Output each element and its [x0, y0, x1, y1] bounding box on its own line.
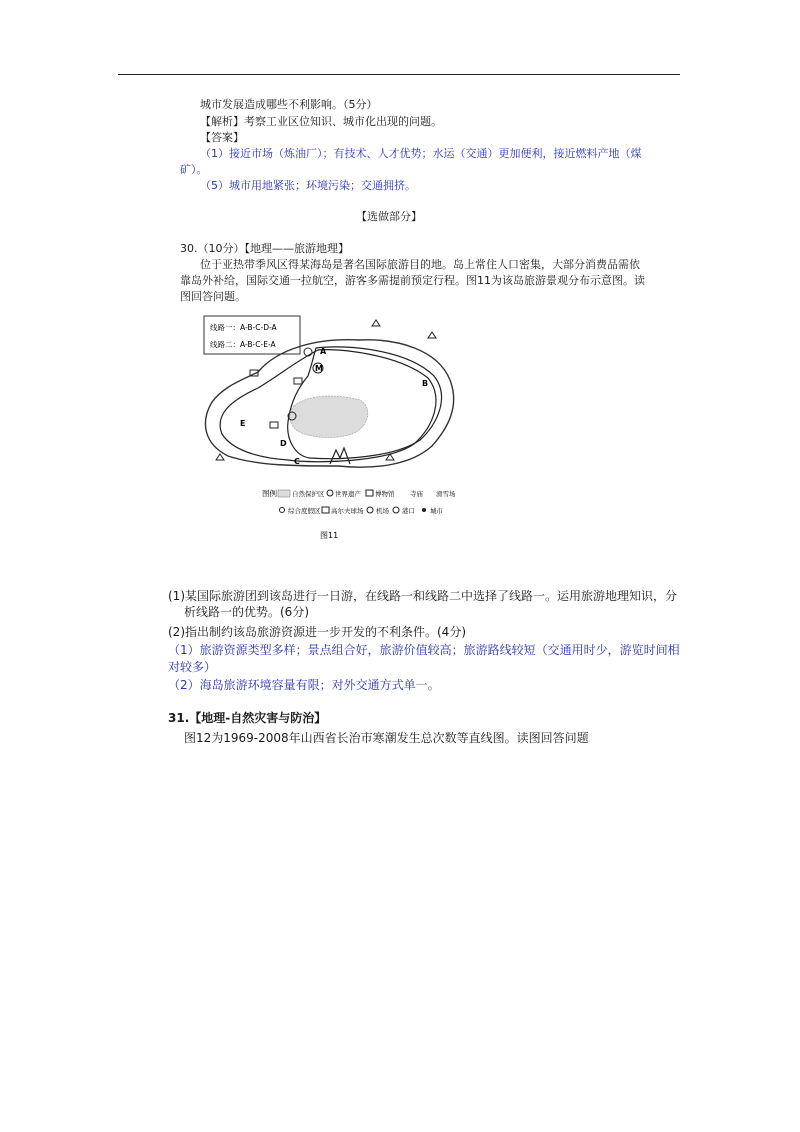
question-30-text: 图回答问题。 [180, 290, 246, 303]
route-2-label: 线路二：A-B-C-E-A [210, 340, 276, 349]
point-e-label: E [240, 419, 246, 428]
ski-resort-icon [216, 454, 224, 460]
answer-line-1: （1）接近市场（炼油厂）；有技术、人才优势；水运（交通）更加便利，接近燃料产地（煤 [200, 147, 642, 160]
point-a-label: A [320, 347, 327, 356]
legend-title: 图例 [262, 489, 277, 498]
legend-swatch-resort [280, 508, 285, 513]
legend-swatch-city [422, 508, 426, 512]
legend-swatch-golf [322, 507, 329, 513]
golf-course-icon [270, 422, 278, 428]
legend-item: 世界遗产 [335, 490, 361, 498]
legend-swatch-reserve [278, 490, 290, 497]
legend-swatch-airport [367, 507, 373, 513]
question-30-text: 位于亚热带季风区得某海岛是著名国际旅游目的地。岛上常住人口密集，大部分消费品需依 [200, 258, 640, 271]
legend-item: 综合度假区 [288, 507, 321, 515]
legend-item: 寺庙 [410, 490, 423, 498]
section-heading: 【选做部分】 [356, 210, 422, 223]
museum-icon [294, 378, 302, 384]
legend-item: 滑雪场 [436, 490, 456, 498]
header-rule [118, 74, 680, 75]
legend-item: 自然保护区 [292, 490, 325, 498]
legend-swatch-museum [366, 490, 373, 496]
legend-item: 高尔夫球场 [331, 507, 364, 515]
point-c-label: C [294, 457, 300, 466]
answer-heading: 【答案】 [200, 131, 244, 144]
question-30-2: (2)指出制约该岛旅游资源进一步开发的不利条件。(4分) [168, 625, 466, 639]
legend-swatch-port [393, 507, 399, 513]
point-b-label: B [422, 379, 429, 388]
point-d-label: D [280, 439, 287, 448]
legend-item: 博物馆 [375, 490, 395, 498]
nature-reserve-area [290, 396, 368, 437]
route-1-label: 线路一：A-B-C-D-A [210, 323, 277, 332]
ski-resort-icon [428, 332, 436, 338]
text-line: 城市发展造成哪些不利影响。（5分） [200, 98, 378, 111]
legend-item: 机场 [376, 507, 389, 515]
legend-item: 港口 [402, 507, 415, 515]
legend-swatch-heritage [327, 490, 333, 496]
question-31-text: 图12为1969-2008年山西省长治市寒潮发生总次数等直线图。读图回答问题 [184, 731, 589, 745]
answer-30-1: （1）旅游资源类型多样；景点组合好，旅游价值较高；旅游路线较短（交通用时少，游览时间相 [168, 643, 680, 657]
answer-30-2: （2）海岛旅游环境容量有限；对外交通方式单一。 [168, 678, 440, 692]
question-30-title: 30.（10分）【地理——旅游地理】 [180, 242, 349, 255]
airport-icon [304, 348, 312, 356]
question-30-1: (1)某国际旅游团到该岛进行一日游，在线路一和线路二中选择了线路一。运用旅游地理知识，分 [168, 589, 678, 603]
answer-line-2: （5）城市用地紧张；环境污染；交通拥挤。 [200, 179, 416, 192]
question-30-text: 靠岛外补给，国际交通一拉航空，游客多需提前预定行程。图11为该岛旅游景观分布示意图。读 [180, 274, 645, 287]
ski-resort-icon [372, 320, 380, 326]
answer-30-1-cont: 对较多） [168, 660, 217, 674]
island-tourism-map [198, 310, 460, 546]
figure-caption: 图11 [320, 531, 339, 540]
answer-line-1-cont: 矿）。 [180, 163, 208, 176]
point-m-label: M [315, 364, 323, 373]
question-30-1-cont: 析线路一的优势。(6分) [184, 605, 309, 619]
analysis-line: 【解析】考察工业区位知识、城市化出现的问题。 [200, 115, 442, 128]
question-31-title: 31.【地理-自然灾害与防治】 [168, 711, 327, 725]
legend-item: 城市 [430, 507, 443, 515]
